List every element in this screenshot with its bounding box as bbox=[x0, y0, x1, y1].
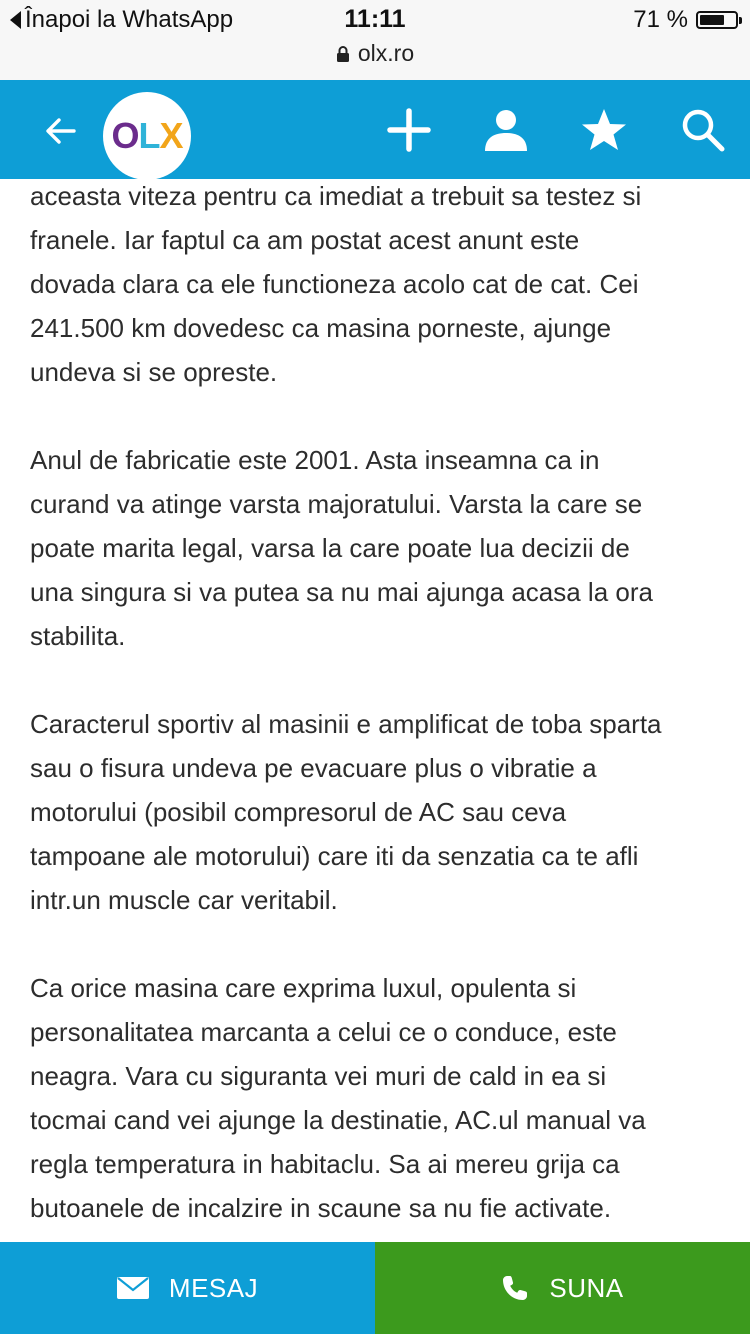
envelope-icon bbox=[117, 1277, 149, 1299]
description-paragraph: Anul de fabricatie este 2001. Asta inseamna ca in curand va atinge varsta majoratului. Varsta la care se poate marita legal, varsa la care poate lua decizii de una singura si va putea sa nu mai ajunga acasa la ora stabilita. bbox=[30, 445, 653, 651]
call-button-label: SUNA bbox=[549, 1272, 624, 1303]
search-icon[interactable] bbox=[680, 107, 726, 153]
description-paragraph: aceasta viteza pentru ca imediat a trebuit sa testez si franele. Iar faptul ca am postat acest anunt este dovada clara ca ele functioneza acolo cat de cat. Cei 241.500 km dovedesc ca masina porneste, ajunge undeva si se opreste. bbox=[30, 181, 642, 387]
phone-icon bbox=[501, 1274, 529, 1302]
star-icon[interactable] bbox=[581, 107, 627, 153]
lock-icon bbox=[336, 45, 350, 63]
address-bar[interactable] bbox=[0, 40, 750, 67]
description-paragraph: Ca orice masina care exprima luxul, opulenta si personalitatea marcanta a celui ce o conduce, este neagra. Vara cu siguranta vei muri de cald in ea si tocmai cand vei ajunge la destinatie, AC.ul manual va regla temperatura in habitaclu. Sa ai mereu grija ca butoanele de incalzire in scaune sa nu fie activate. bbox=[30, 973, 646, 1223]
back-to-whatsapp-label: Înapoi la WhatsApp bbox=[25, 6, 234, 33]
back-arrow-icon[interactable] bbox=[44, 114, 78, 148]
battery-level-fill bbox=[700, 15, 724, 25]
status-time: 11:11 bbox=[344, 5, 406, 33]
battery-icon bbox=[696, 11, 738, 29]
olx-logo[interactable]: O L X bbox=[103, 92, 191, 180]
call-button[interactable] bbox=[375, 1242, 750, 1334]
ad-description bbox=[30, 174, 730, 1274]
message-button-label: MESAJ bbox=[168, 1272, 259, 1303]
message-button[interactable] bbox=[0, 1242, 375, 1334]
status-bar bbox=[0, 0, 750, 81]
url-text: olx.ro bbox=[357, 40, 415, 66]
battery-indicator bbox=[633, 6, 738, 34]
contact-action-bar bbox=[0, 1242, 750, 1334]
user-icon[interactable] bbox=[483, 107, 529, 153]
plus-icon[interactable] bbox=[386, 107, 432, 153]
description-paragraph: Caracterul sportiv al masinii e amplificat de toba sparta sau o fisura undeva pe evacuare plus o vibratie a motorului (posibil compresorul de AC sau ceva tampoane ale motorului) care iti da senzatia ca te afli intr.un muscle car veritabil. bbox=[30, 709, 662, 915]
battery-percent: 71 % bbox=[633, 6, 688, 33]
